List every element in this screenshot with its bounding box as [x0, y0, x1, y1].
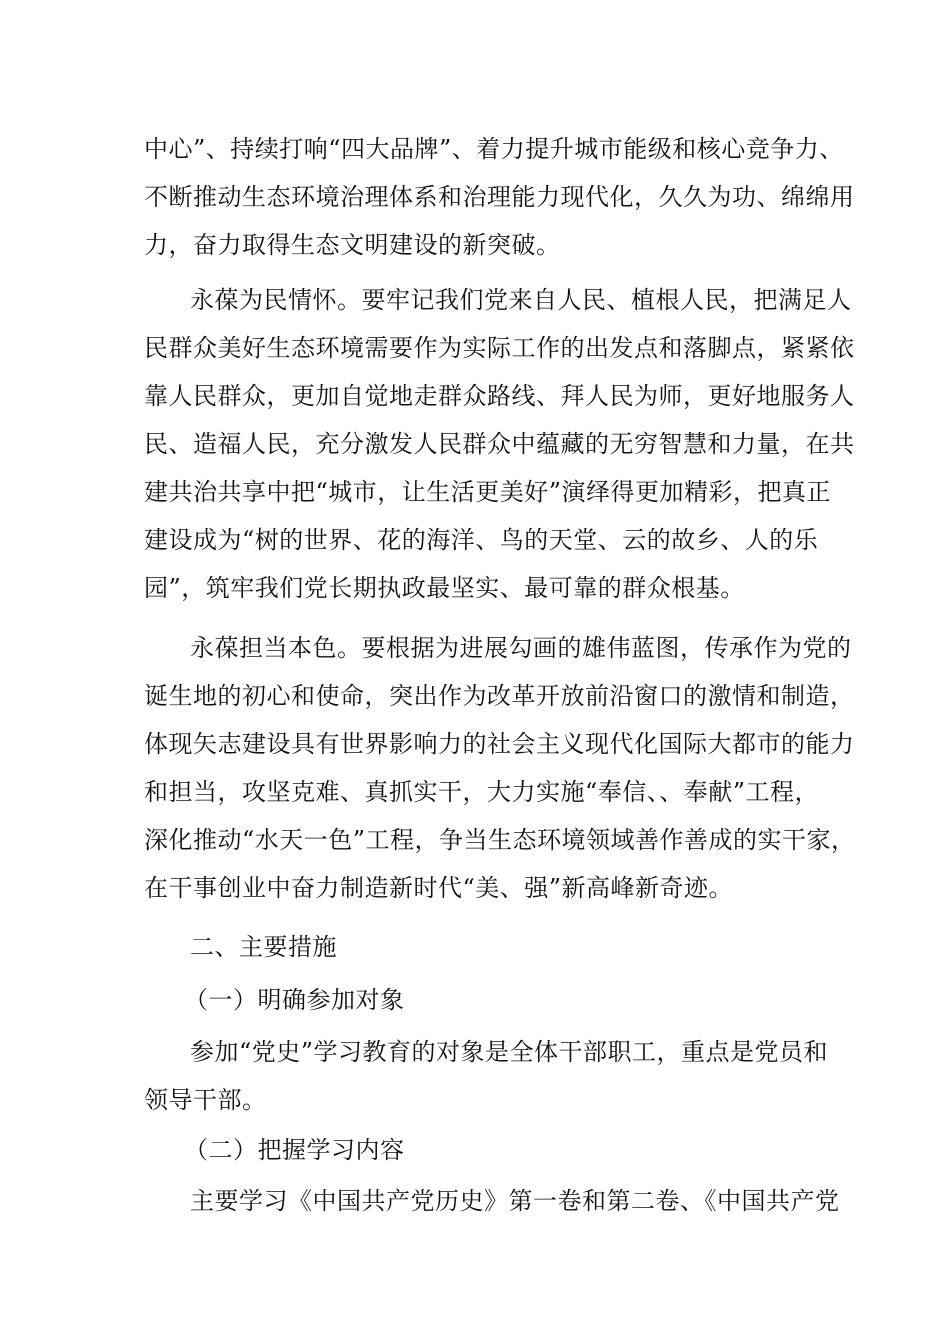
- paragraph-line: 力，奋力取得生态文明建设的新突破。: [144, 231, 561, 259]
- paragraph-line: 中心”、持续打响“四大品牌”、着力提升城市能级和核心竞争力、: [144, 135, 844, 163]
- paragraph-line: 体现矢志建设具有世界影响力的社会主义现代化国际大都市的能力: [144, 730, 855, 758]
- paragraph-line: 永葆为民情怀。要牢记我们党来自人民、植根人民，把满足人: [190, 286, 852, 314]
- paragraph-line: 主要学习《中国共产党历史》第一卷和第二卷、《中国共产党: [190, 1187, 840, 1215]
- paragraph-line: 建共治共享中把“城市，让生活更美好”演绎得更加精彩，把真正: [144, 478, 832, 506]
- paragraph-line: 民、造福人民，充分激发人民群众中蕴藏的无穷智慧和力量，在共: [144, 430, 855, 458]
- paragraph-line: 在干事创业中奋力制造新时代“美、强”新高峰新奇迹。: [144, 874, 734, 902]
- paragraph-line: 领导干部。: [144, 1086, 267, 1114]
- subsection-heading: （一）明确参加对象: [184, 986, 405, 1014]
- paragraph-line: 园”，筑牢我们党长期执政最坚实、最可靠的群众根基。: [144, 574, 745, 602]
- paragraph-line: 靠人民群众，更加自觉地走群众路线、拜人民为师，更好地服务人: [144, 382, 855, 410]
- paragraph-line: 建设成为“树的世界、花的海洋、鸟的天堂、云的故乡、人的乐: [144, 526, 819, 554]
- paragraph-line: 永葆担当本色。要根据为进展勾画的雄伟蓝图，传承作为党的: [190, 634, 852, 662]
- paragraph-line: 民群众美好生态环境需要作为实际工作的出发点和落脚点，紧紧依: [144, 334, 855, 362]
- paragraph-line: 诞生地的初心和使命，突出作为改革开放前沿窗口的激情和制造，: [144, 682, 855, 710]
- section-heading: 二、主要措施: [190, 933, 337, 961]
- paragraph-line: 深化推动“水天一色”工程，争当生态环境领域善作善成的实干家，: [144, 826, 856, 854]
- paragraph-line: 参加“党史”学习教育的对象是全体干部职工，重点是党员和: [190, 1038, 829, 1066]
- paragraph-line: 不断推动生态环境治理体系和治理能力现代化，久久为功、绵绵用: [144, 183, 855, 211]
- subsection-heading: （二）把握学习内容: [184, 1136, 405, 1164]
- paragraph-line: 和担当，攻坚克难、真抓实干，大力实施“奉信、、奉献”工程，: [144, 778, 820, 806]
